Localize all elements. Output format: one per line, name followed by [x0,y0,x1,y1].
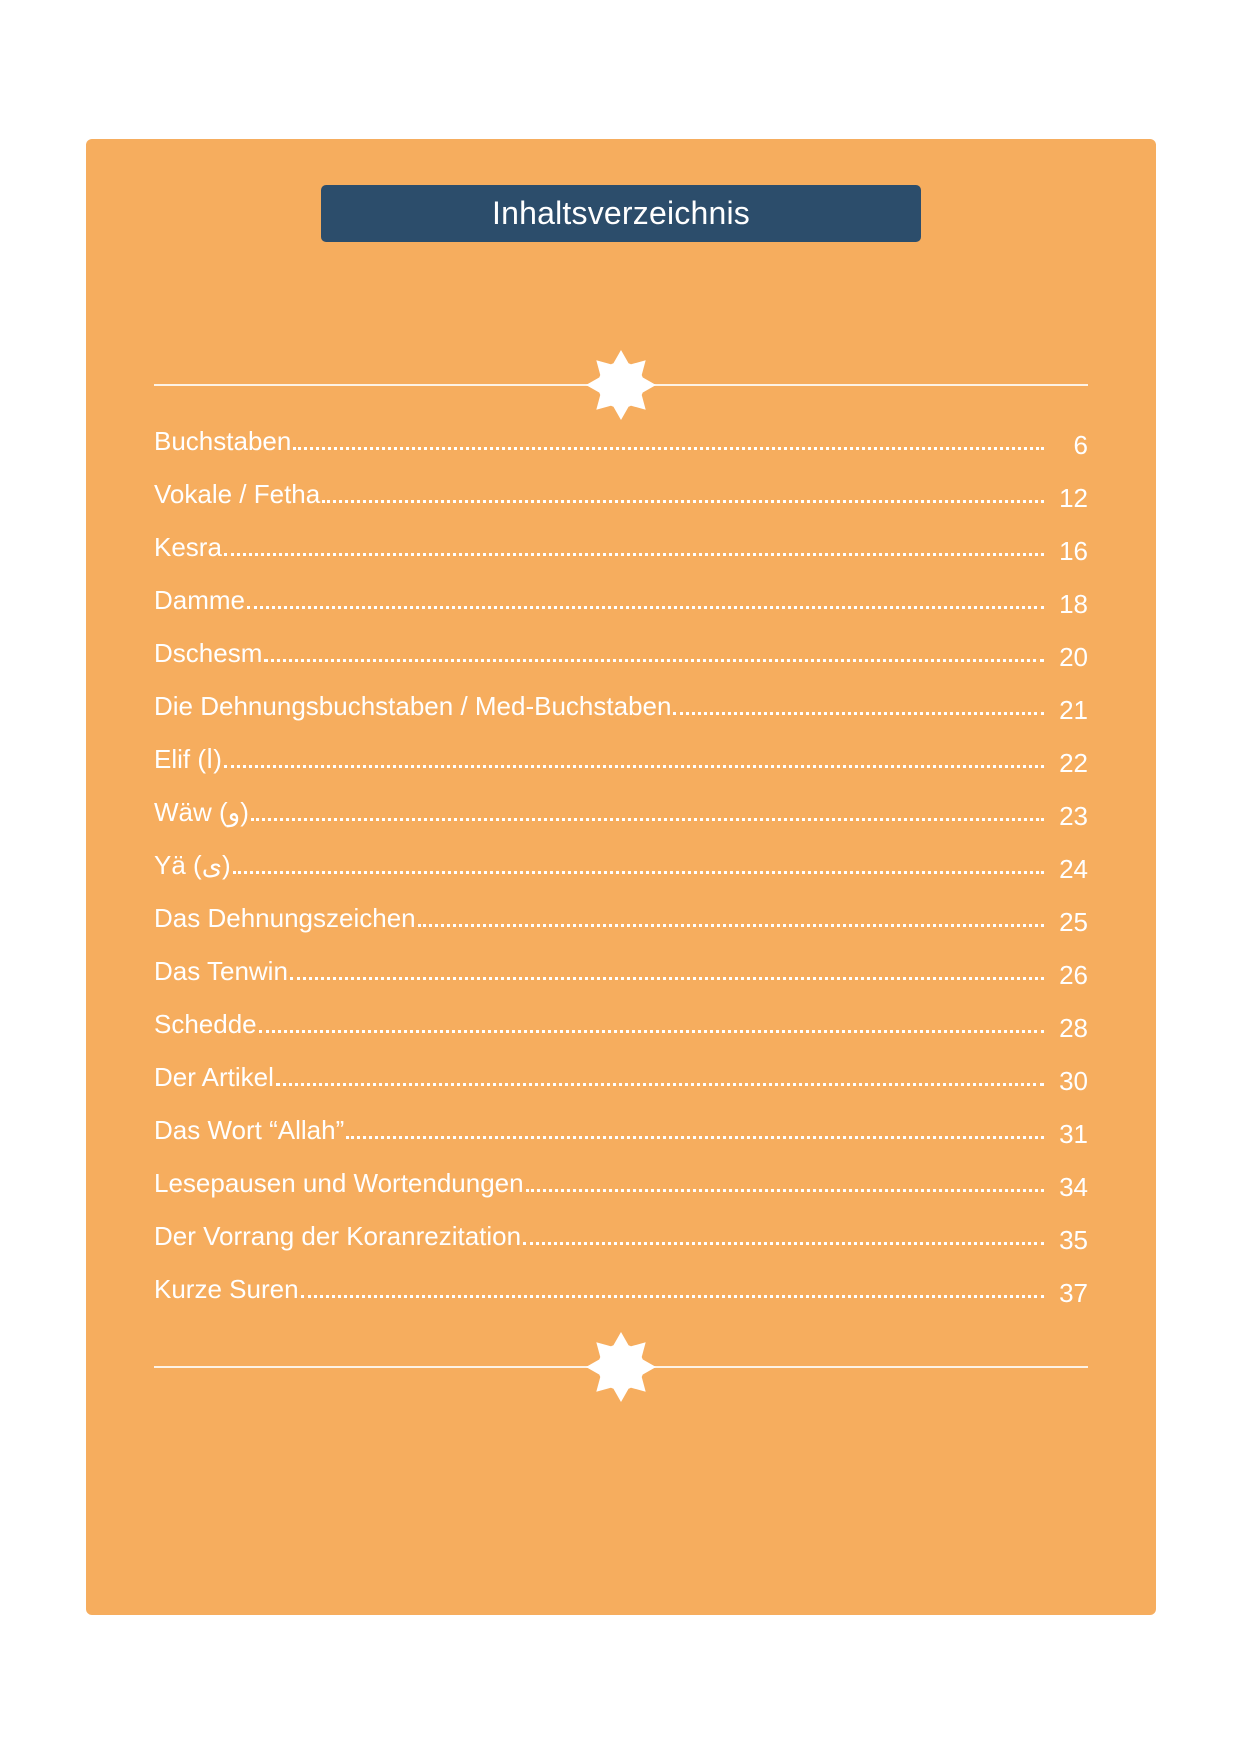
toc-entry-page: 20 [1059,642,1088,672]
toc-entry-page: 31 [1059,1119,1088,1149]
toc-entry[interactable] [154,1159,1088,1202]
dot-leader [293,447,1044,450]
toc-entry[interactable] [154,1000,1088,1043]
dot-leader [418,924,1044,927]
toc-entry[interactable] [154,947,1088,990]
toc-entry-label: Schedde [154,1009,257,1039]
toc-entry-label: Die Dehnungsbuchstaben / Med-Buchstaben [154,691,672,721]
toc-entry-label: Yä (ى) [154,850,231,880]
dot-leader [673,712,1044,715]
toc-entry[interactable] [154,735,1088,778]
dot-leader [290,977,1044,980]
dot-leader [251,818,1044,821]
ornament-divider-top [154,350,1088,420]
toc-entry-page: 12 [1059,483,1088,513]
toc-entry[interactable] [154,1265,1088,1308]
toc-entry-page: 25 [1059,907,1088,937]
dot-leader [276,1083,1044,1086]
toc-entry[interactable] [154,417,1088,460]
toc-entry[interactable] [154,894,1088,937]
toc-entry[interactable] [154,841,1088,884]
dot-leader [346,1136,1044,1139]
toc-entry-label: Dschesm [154,638,263,668]
toc-entry-label: Buchstaben [154,426,292,456]
toc-entry-page: 30 [1059,1066,1088,1096]
dot-leader [247,606,1044,609]
toc-entry-label: Der Vorrang der Koranrezitation [154,1221,522,1251]
toc-entry-label: Das Wort “Allah” [154,1115,345,1145]
toc-entry-page: 37 [1059,1278,1088,1308]
toc-entry-label: Elif (ا) [154,744,222,774]
ornament-divider-bottom [154,1332,1088,1402]
dot-leader [264,659,1044,662]
dot-leader [526,1189,1044,1192]
star-ornament-icon [586,1332,656,1402]
dot-leader [322,500,1044,503]
toc-entry[interactable] [154,1053,1088,1096]
dot-leader [233,871,1044,874]
toc-entry-page: 35 [1059,1225,1088,1255]
dot-leader [301,1295,1044,1298]
toc-entry-label: Der Artikel [154,1062,274,1092]
toc-entry-page: 26 [1059,960,1088,990]
toc-entry-page: 22 [1059,748,1088,778]
toc-entry[interactable] [154,682,1088,725]
toc-entry-label: Vokale / Fetha [154,479,321,509]
toc-entry-page: 24 [1059,854,1088,884]
toc-entry[interactable] [154,470,1088,513]
toc-entry[interactable] [154,1212,1088,1255]
toc-entry-page: 28 [1059,1013,1088,1043]
star-ornament-icon [586,350,656,420]
toc-entry-label: Damme [154,585,246,615]
toc-entry[interactable] [154,576,1088,619]
toc-entry-page: 6 [1073,430,1088,460]
toc-entry-page: 23 [1059,801,1088,831]
dot-leader [259,1030,1044,1033]
toc-entry-label: Kurze Suren [154,1274,299,1304]
toc-entry[interactable] [154,788,1088,831]
toc-entry-page: 18 [1059,589,1088,619]
toc-entry-label: Wäw (و) [154,797,249,827]
dot-leader [224,765,1044,768]
toc-entry-page: 34 [1059,1172,1088,1202]
dot-leader [224,553,1044,556]
toc-entry-page: 16 [1059,536,1088,566]
toc-entry-page: 21 [1059,695,1088,725]
toc-entry-label: Lesepausen und Wortendungen [154,1168,524,1198]
toc-entry-label: Das Tenwin [154,956,288,986]
page-title: Inhaltsverzeichnis [321,185,921,242]
toc-entry[interactable] [154,523,1088,566]
toc-entry[interactable] [154,629,1088,672]
toc-entry-label: Kesra [154,532,222,562]
dot-leader [523,1242,1044,1245]
toc-entry[interactable] [154,1106,1088,1149]
toc-entry-label: Das Dehnungszeichen [154,903,416,933]
toc-panel [86,139,1156,1615]
